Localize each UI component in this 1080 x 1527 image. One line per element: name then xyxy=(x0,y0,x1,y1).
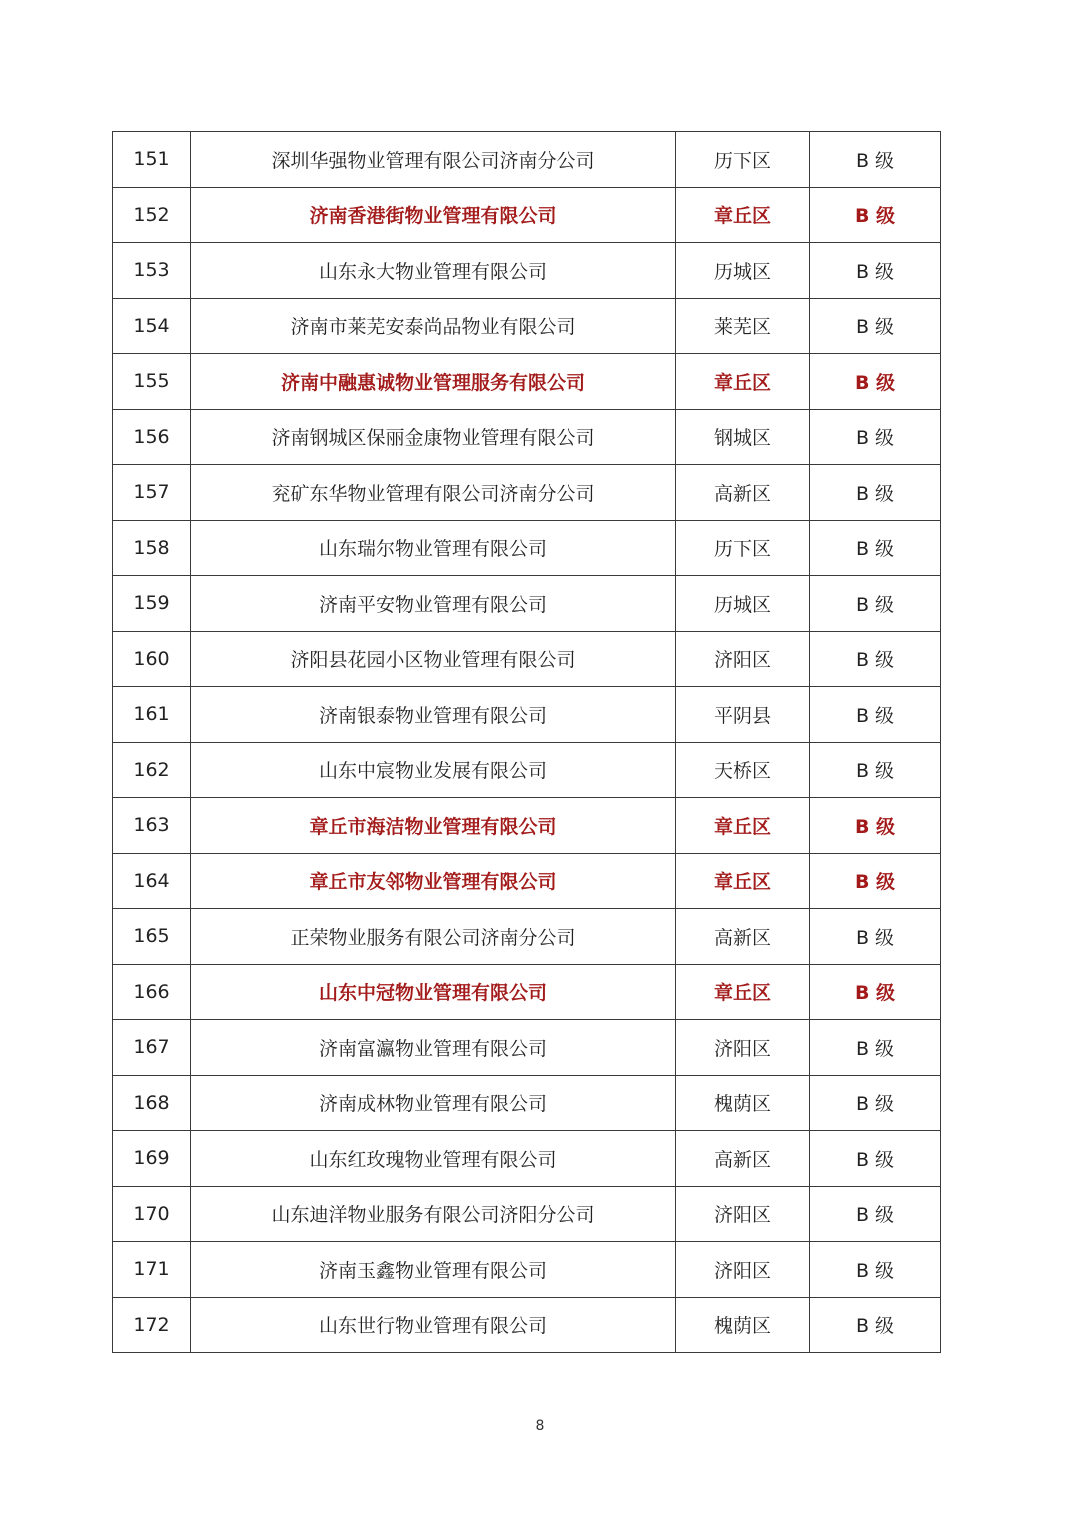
row-number-cell: 163 xyxy=(113,798,191,854)
grade-cell: B 级 xyxy=(810,1020,941,1076)
district-cell: 历下区 xyxy=(676,520,810,576)
row-number-cell: 154 xyxy=(113,298,191,354)
district-cell: 平阴县 xyxy=(676,687,810,743)
grade-cell: B 级 xyxy=(810,1242,941,1298)
company-name-cell: 深圳华强物业管理有限公司济南分公司 xyxy=(191,132,676,188)
grade-cell: B 级 xyxy=(810,132,941,188)
grade-cell: B 级 xyxy=(810,576,941,632)
table-row xyxy=(113,798,941,854)
grade-cell: B 级 xyxy=(810,520,941,576)
district-cell: 槐荫区 xyxy=(676,1297,810,1353)
row-number-cell: 151 xyxy=(113,132,191,188)
row-number-cell: 160 xyxy=(113,631,191,687)
grade-cell: B 级 xyxy=(810,298,941,354)
row-number-cell: 162 xyxy=(113,742,191,798)
company-name-cell: 山东永大物业管理有限公司 xyxy=(191,243,676,299)
table-row xyxy=(113,742,941,798)
row-number-cell: 152 xyxy=(113,187,191,243)
company-name-cell: 济南中融惠诚物业管理服务有限公司 xyxy=(191,354,676,410)
district-cell: 高新区 xyxy=(676,465,810,521)
district-cell: 济阳区 xyxy=(676,1186,810,1242)
table-row xyxy=(113,187,941,243)
grade-cell: B 级 xyxy=(810,1186,941,1242)
row-number-cell: 170 xyxy=(113,1186,191,1242)
table-row xyxy=(113,687,941,743)
row-number-cell: 164 xyxy=(113,853,191,909)
district-cell: 章丘区 xyxy=(676,853,810,909)
row-number-cell: 167 xyxy=(113,1020,191,1076)
table-row xyxy=(113,354,941,410)
row-number-cell: 153 xyxy=(113,243,191,299)
district-cell: 历城区 xyxy=(676,243,810,299)
row-number-cell: 165 xyxy=(113,909,191,965)
row-number-cell: 169 xyxy=(113,1131,191,1187)
grade-cell: B 级 xyxy=(810,798,941,854)
company-name-cell: 山东瑞尔物业管理有限公司 xyxy=(191,520,676,576)
district-cell: 章丘区 xyxy=(676,187,810,243)
district-cell: 章丘区 xyxy=(676,798,810,854)
company-name-cell: 济南香港街物业管理有限公司 xyxy=(191,187,676,243)
grade-cell: B 级 xyxy=(810,465,941,521)
district-cell: 济阳区 xyxy=(676,1242,810,1298)
table-row xyxy=(113,1020,941,1076)
property-company-rating-table xyxy=(112,131,941,1353)
district-cell: 莱芜区 xyxy=(676,298,810,354)
district-cell: 济阳区 xyxy=(676,631,810,687)
page-number: 8 xyxy=(535,1418,545,1434)
company-name-cell: 济南平安物业管理有限公司 xyxy=(191,576,676,632)
company-name-cell: 兖矿东华物业管理有限公司济南分公司 xyxy=(191,465,676,521)
table-row xyxy=(113,1131,941,1187)
company-name-cell: 山东世行物业管理有限公司 xyxy=(191,1297,676,1353)
district-cell: 高新区 xyxy=(676,1131,810,1187)
company-name-cell: 济南成林物业管理有限公司 xyxy=(191,1075,676,1131)
company-name-cell: 济阳县花园小区物业管理有限公司 xyxy=(191,631,676,687)
row-number-cell: 161 xyxy=(113,687,191,743)
row-number-cell: 166 xyxy=(113,964,191,1020)
row-number-cell: 168 xyxy=(113,1075,191,1131)
company-name-cell: 济南玉鑫物业管理有限公司 xyxy=(191,1242,676,1298)
grade-cell: B 级 xyxy=(810,1075,941,1131)
table-body xyxy=(113,132,941,1353)
table-row xyxy=(113,576,941,632)
grade-cell: B 级 xyxy=(810,1131,941,1187)
company-name-cell: 山东红玫瑰物业管理有限公司 xyxy=(191,1131,676,1187)
row-number-cell: 158 xyxy=(113,520,191,576)
district-cell: 历下区 xyxy=(676,132,810,188)
grade-cell: B 级 xyxy=(810,964,941,1020)
district-cell: 章丘区 xyxy=(676,354,810,410)
table-row xyxy=(113,243,941,299)
table-row xyxy=(113,1242,941,1298)
table-row xyxy=(113,631,941,687)
grade-cell: B 级 xyxy=(810,354,941,410)
district-cell: 钢城区 xyxy=(676,409,810,465)
company-name-cell: 济南富瀛物业管理有限公司 xyxy=(191,1020,676,1076)
company-name-cell: 山东中冠物业管理有限公司 xyxy=(191,964,676,1020)
row-number-cell: 171 xyxy=(113,1242,191,1298)
table-row xyxy=(113,132,941,188)
grade-cell: B 级 xyxy=(810,409,941,465)
district-cell: 章丘区 xyxy=(676,964,810,1020)
table-row xyxy=(113,1297,941,1353)
company-name-cell: 山东中宸物业发展有限公司 xyxy=(191,742,676,798)
grade-cell: B 级 xyxy=(810,687,941,743)
row-number-cell: 155 xyxy=(113,354,191,410)
row-number-cell: 157 xyxy=(113,465,191,521)
district-cell: 历城区 xyxy=(676,576,810,632)
table-row xyxy=(113,409,941,465)
table-row xyxy=(113,1075,941,1131)
company-name-cell: 济南银泰物业管理有限公司 xyxy=(191,687,676,743)
grade-cell: B 级 xyxy=(810,631,941,687)
grade-cell: B 级 xyxy=(810,243,941,299)
row-number-cell: 159 xyxy=(113,576,191,632)
company-name-cell: 山东迪洋物业服务有限公司济阳分公司 xyxy=(191,1186,676,1242)
grade-cell: B 级 xyxy=(810,909,941,965)
district-cell: 槐荫区 xyxy=(676,1075,810,1131)
district-cell: 高新区 xyxy=(676,909,810,965)
grade-cell: B 级 xyxy=(810,1297,941,1353)
district-cell: 天桥区 xyxy=(676,742,810,798)
grade-cell: B 级 xyxy=(810,742,941,798)
table-row xyxy=(113,909,941,965)
table-row xyxy=(113,1186,941,1242)
row-number-cell: 172 xyxy=(113,1297,191,1353)
table-row xyxy=(113,465,941,521)
table-row xyxy=(113,853,941,909)
table-row xyxy=(113,964,941,1020)
company-name-cell: 济南市莱芜安泰尚品物业有限公司 xyxy=(191,298,676,354)
grade-cell: B 级 xyxy=(810,853,941,909)
company-name-cell: 济南钢城区保丽金康物业管理有限公司 xyxy=(191,409,676,465)
table-row xyxy=(113,520,941,576)
company-name-cell: 章丘市海洁物业管理有限公司 xyxy=(191,798,676,854)
table-row xyxy=(113,298,941,354)
district-cell: 济阳区 xyxy=(676,1020,810,1076)
grade-cell: B 级 xyxy=(810,187,941,243)
company-name-cell: 章丘市友邻物业管理有限公司 xyxy=(191,853,676,909)
company-name-cell: 正荣物业服务有限公司济南分公司 xyxy=(191,909,676,965)
row-number-cell: 156 xyxy=(113,409,191,465)
